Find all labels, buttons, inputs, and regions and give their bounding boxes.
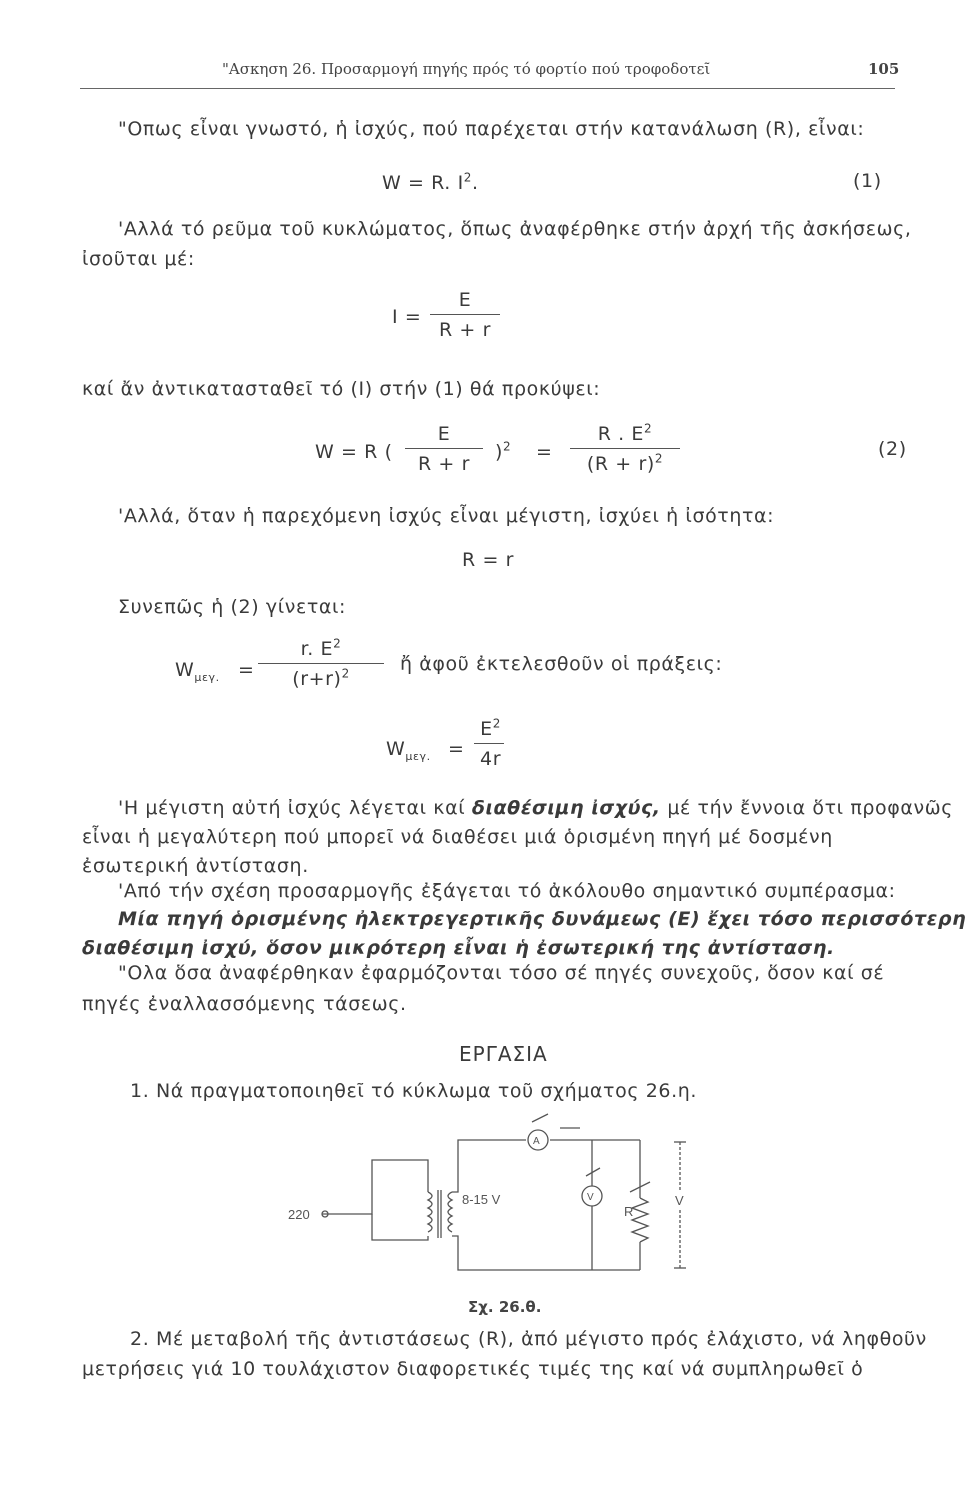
voltmeter-label: V [587,1192,594,1203]
task-2-line-1: 2. Μέ μεταβολή τῆς ἀντιστάσεως (R), ἀπό μέγιστο πρός ἐλάχιστο, νά ληφθοῦν [130,1328,927,1350]
equation-2-inner-fraction [405,423,483,475]
equation-current-fraction [430,289,500,341]
equation-3-fraction [258,638,384,690]
secondary-voltage-label: 8-15 V [462,1192,501,1207]
equation-current-numerator: E [458,289,472,311]
paragraph-4: 'Αλλά, ὅταν ἡ παρεχόμενη ἰσχύς εἶναι μέγιστη, ἰσχύει ἡ ἰσότητα: [118,505,775,527]
equation-3-num-text: r. E [300,638,334,660]
paragraph-6-text-c: μέ τήν ἔννοια ὅτι προφανῶς [660,797,953,819]
equation-4-equals: = [448,738,465,760]
primary-wire-top [342,1160,428,1214]
equation-current-lhs: I = [392,306,422,328]
equation-2-rhs-den-exp: 2 [654,451,664,466]
header-rule [80,88,895,89]
equation-4-subscript: μεγ. [405,749,431,763]
equation-1-text: W = R. I [382,172,464,194]
ammeter-needle-icon [532,1114,548,1122]
equation-3-denominator [286,664,356,690]
page-number: 105 [868,60,900,78]
equation-4-num-exp: 2 [492,716,501,731]
paragraph-2-line-1: 'Αλλά τό ρεῦμα τοῦ κυκλώματος, ὅπως ἀναφέρθηκε στήν ἀρχή τῆς ἀσκήσεως, [118,218,912,240]
paragraph-6-line-3: ἐσωτερική ἀντίσταση. [82,855,309,877]
equation-3-den-text: (r+r) [292,668,342,690]
paragraph-6-line-2: εἶναι ἡ μεγαλύτερη πού μπορεῖ νά διαθέσει μιά ὁρισμένη πηγή μέ δοσμένη [82,826,833,848]
section-title: ΕΡΓΑΣΙΑ [459,1042,548,1066]
figure-caption: Σχ. 26.θ. [468,1298,542,1316]
equation-2-close-paren: ) [495,441,504,463]
equation-4-fraction [474,718,507,770]
equation-3-den-exp: 2 [341,666,350,681]
equation-4-w: W [386,738,406,760]
equation-2-rhs-den-text: (R + r) [586,453,655,475]
resistor-icon [632,1198,648,1242]
conclusion-line-2: διαθέσιμη ἰσχύ, ὅσον μικρότερη εἶναι ἡ ἐσωτερική της ἀντίσταση. [82,937,835,959]
paragraph-3: καί ἄν ἀντικατασταθεῖ τό (I) στήν (1) θά προκύψει: [82,378,601,400]
equation-4-num-text: E [480,718,493,740]
equation-2-rhs-numerator [592,423,659,448]
paragraph-1: "Οπως εἶναι γνωστό, ἡ ἰσχύς, πού παρέχεται στήν κατανάλωση (R), εἶναι: [118,118,865,140]
secondary-wire-top [452,1140,526,1192]
equation-3-continuation: ἤ ἀφοῦ ἐκτελεσθοῦν οἱ πράξεις: [400,653,723,675]
equation-r-equals-r: R = r [462,549,515,571]
circuit-diagram [270,1110,710,1300]
voltmeter-needle-icon [586,1168,600,1176]
paragraph-6-line-1 [118,797,953,819]
paragraph-9-line-2: πηγές ἐναλλασσόμενης τάσεως. [82,993,407,1015]
emphasis-available-power: διαθέσιμη ἰσχύς, [471,797,661,819]
equation-3-w: W [175,659,195,681]
equation-2-rhs-fraction [570,423,680,475]
secondary-wire-bottom [452,1236,640,1270]
equation-current-denominator: R + r [438,319,491,341]
equation-1-dot: . [472,172,479,194]
equation-2-equals: = [536,441,553,463]
equation-3-num-exp: 2 [333,636,342,651]
task-2-line-2: μετρήσεις γιά 10 τουλάχιστον διαφορετικές τιμές της καί νά συμπληρωθεῖ ὁ [82,1358,864,1380]
equation-2-close [495,441,511,463]
resistor-label: R [624,1204,634,1219]
primary-wire-bottom [372,1214,428,1240]
equation-1-number: (1) [853,170,882,192]
paragraph-7: 'Από τήν σχέση προσαρμογῆς ἐξάγεται τό ἀκόλουθο σημαντικό συμπέρασμα: [118,880,896,902]
equation-2-rhs-num-text: R . E [597,423,645,445]
paragraph-9-line-1: "Ολα ὅσα ἀναφέρθηκαν ἐφαρμόζονται τόσο σέ πηγές συνεχοῦς, ὅσον καί σέ [118,962,885,984]
equation-1-exp: 2 [463,170,473,185]
equation-4-lhs [386,738,431,763]
equation-4-numerator [474,718,507,743]
equation-4-denominator: 4r [480,748,502,770]
conclusion-line-1: Μία πηγή ὁρισμένης ἠλεκτρεγερτικῆς δυνάμεως (Ε) ἔχει τόσο περισσότερη [118,908,967,930]
paragraph-5: Συνεπῶς ἡ (2) γίνεται: [118,596,347,618]
voltage-label: V [675,1193,684,1208]
task-1: 1. Νά πραγματοποιηθεῖ τό κύκλωμα τοῦ σχήματος 26.η. [130,1080,698,1102]
equation-3-subscript: μεγ. [194,670,220,684]
equation-2-inner-denominator: R + r [417,453,470,475]
equation-2-exponent: 2 [503,439,512,454]
paragraph-2-line-2: ἰσοῦται μέ: [82,248,195,270]
paragraph-6-text-a: 'Η μέγιστη αὐτή ἰσχύς λέγεται καί [118,797,472,819]
equation-2-lhs: W = R ( [315,441,393,463]
transformer-secondary-coil-icon [448,1192,452,1232]
equation-2-rhs-denominator [581,449,669,475]
equation-3-equals: = [238,659,255,681]
transformer-primary-coil-icon [428,1192,432,1232]
equation-1 [382,172,479,194]
equation-3-lhs [175,659,220,684]
equation-2-inner-numerator: E [437,423,451,445]
input-voltage-label: 220 [288,1207,310,1222]
ammeter-label: A [533,1136,540,1147]
running-header: "Ασκηση 26. Προσαρμογή πηγής πρός τό φορτίο πού τροφοδοτεῖ [222,60,711,78]
equation-2-number: (2) [878,438,907,460]
equation-3-numerator [295,638,348,663]
equation-2-rhs-num-exp: 2 [644,421,653,436]
